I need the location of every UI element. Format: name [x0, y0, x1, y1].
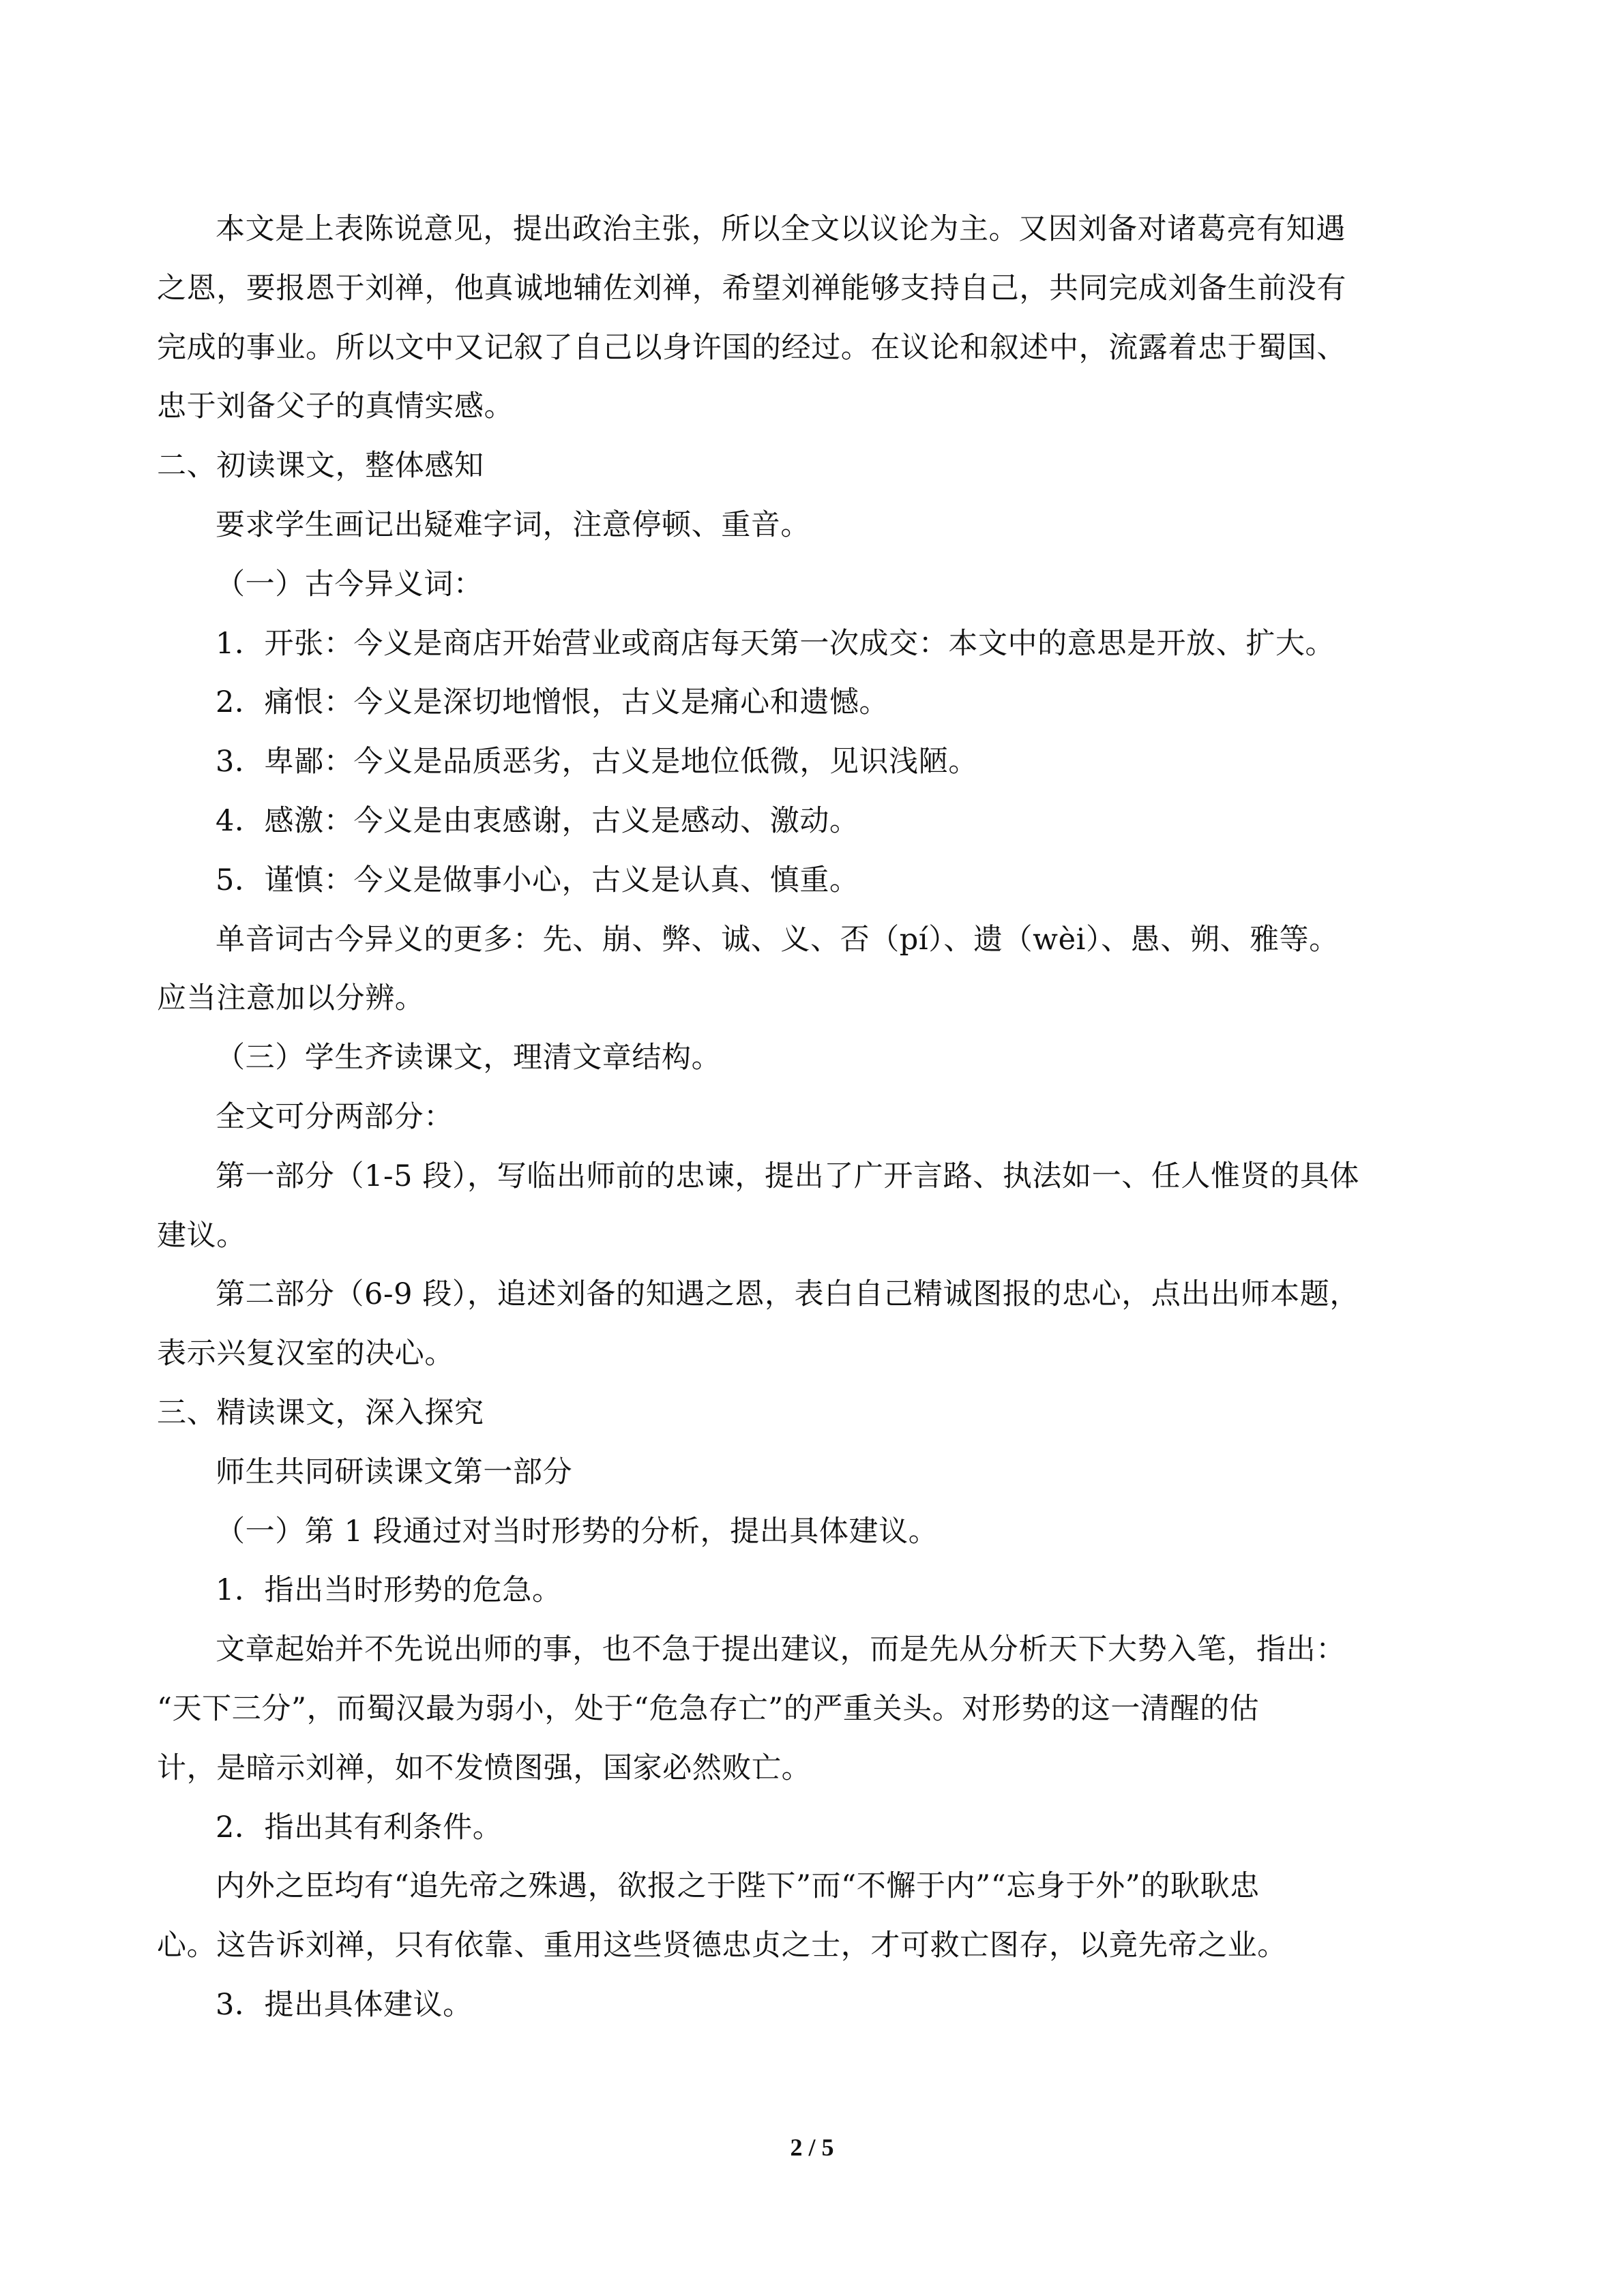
text-line: 全文可分两部分： [216, 1099, 454, 1134]
subsection-heading: （一）古今异义词： [216, 567, 484, 601]
text-line: 应当注意加以分辨。 [157, 981, 425, 1016]
text-line: 计，是暗示刘禅，如不发愤图强，国家必然败亡。 [157, 1750, 812, 1785]
list-item: 1．开张：今义是商店开始营业或商店每天第一次成交：本文中的意思是开放、扩大。 [216, 626, 1335, 661]
list-item: 3．提出具体建议。 [216, 1987, 473, 2022]
text-line: 第二部分（6-9 段），追述刘备的知遇之恩，表白自己精诚图报的忠心，点出出师本题， [216, 1277, 1360, 1312]
subsection-heading: （三）学生齐读课文，理清文章结构。 [216, 1041, 722, 1075]
text-line: “天下三分”，而蜀汉最为弱小，处于“危急存亡”的严重关头。对形势的这一清醒的估 [157, 1691, 1260, 1726]
text-line: 第一部分（1-5 段），写临出师前的忠谏，提出了广开言路、执法如一、任人惟贤的具体 [216, 1159, 1360, 1193]
text-line: 完成的事业。所以文中又记叙了自己以身许国的经过。在议论和叙述中，流露着忠于蜀国、 [157, 330, 1346, 365]
subsection-heading: （一）第 1 段通过对当时形势的分析，提出具体建议。 [216, 1514, 939, 1549]
list-item: 5．谨慎：今义是做事小心，古义是认真、慎重。 [216, 863, 859, 897]
list-item: 4．感激：今义是由衷感谢，古义是感动、激动。 [216, 803, 859, 838]
text-line: 内外之臣均有“追先帝之殊遇，欲报之于陛下”而“不懈于内”“忘身于外”的耿耿忠 [216, 1869, 1260, 1904]
text-line: 表示兴复汉室的决心。 [157, 1337, 454, 1371]
text-line: 心。这告诉刘禅，只有依靠、重用这些贤德忠贞之士，才可救亡图存，以竟先帝之业。 [157, 1928, 1287, 1963]
text-line: 之恩，要报恩于刘禅，他真诚地辅佐刘禅，希望刘禅能够支持自己，共同完成刘备生前没有 [157, 271, 1346, 305]
list-item: 2．指出其有利条件。 [216, 1810, 503, 1845]
text-line: 单音词古今异义的更多：先、崩、弊、诚、义、否（pí）、遗（wèi）、愚、朔、雅等。 [216, 922, 1339, 957]
page-number: 2 / 5 [790, 2134, 834, 2161]
text-line: 要求学生画记出疑难字词，注意停顿、重音。 [216, 507, 810, 542]
section-heading: 三、精读课文，深入探究 [157, 1395, 484, 1430]
text-line: 建议。 [157, 1218, 246, 1253]
text-line: 忠于刘备父子的真情实感。 [157, 389, 514, 424]
list-item: 3．卑鄙：今义是品质恶劣，古义是地位低微，见识浅陋。 [216, 745, 978, 779]
text-line: 文章起始并不先说出师的事，也不急于提出建议，而是先从分析天下大势入笔，指出： [216, 1632, 1346, 1667]
section-heading: 二、初读课文，整体感知 [157, 449, 484, 483]
text-line: 本文是上表陈说意见，提出政治主张，所以全文以议论为主。又因刘备对诸葛亮有知遇 [216, 212, 1346, 246]
list-item: 1．指出当时形势的危急。 [216, 1573, 562, 1608]
list-item: 2．痛恨：今义是深切地憎恨，古义是痛心和遗憾。 [216, 685, 889, 720]
text-line: 师生共同研读课文第一部分 [216, 1455, 573, 1489]
body-text [157, 200, 1480, 2035]
